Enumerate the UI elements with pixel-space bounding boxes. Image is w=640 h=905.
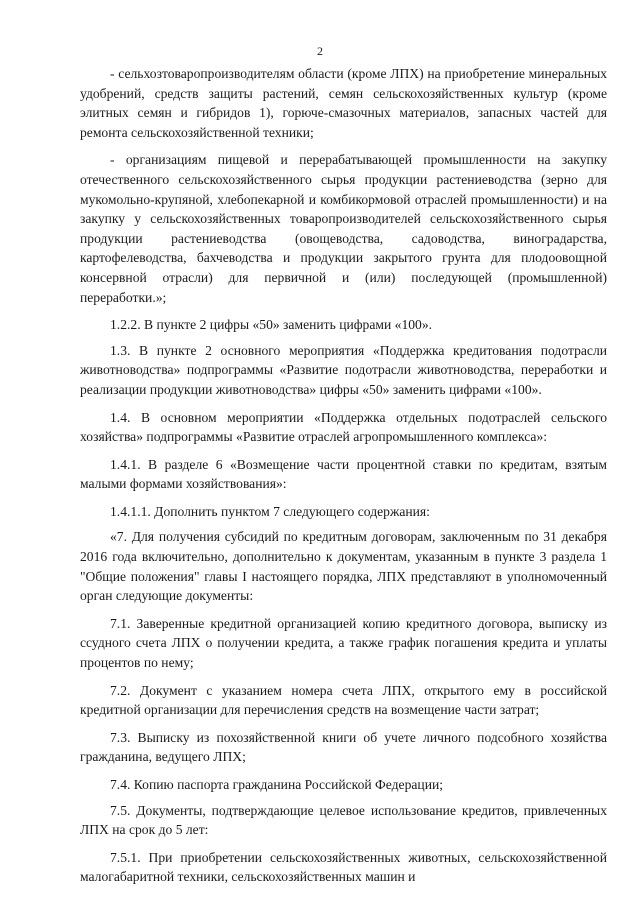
paragraph-item-7-3: 7.3. Выписку из похозяйственной книги об учете личного подсобного хозяйства гражданина, ведущего ЛПХ; <box>80 729 607 765</box>
paragraph-1-4-1-1: 1.4.1.1. Дополнить пунктом 7 следующего содержания: <box>110 503 430 519</box>
paragraph-1-3: 1.3. В пункте 2 основного мероприятия «Поддержка кредитования подотрасли животноводства» подпрограммы «Развитие подотрасли животноводства, переработки и реализации продукции животноводства» цифры «50» заменить цифрами «100». <box>80 342 607 397</box>
page-number: 2 <box>317 44 323 58</box>
paragraph-item-7-2: 7.2. Документ с указанием номера счета ЛПХ, открытого ему в российской кредитной организации для перечисления средств на возмещение части затрат; <box>80 682 607 718</box>
paragraph-item-7-1: 7.1. Заверенные кредитной организацией копию кредитного договора, выписку из ссудного счета ЛПХ о получении кредита, а также график погашения кредита и уплаты процентов по нему; <box>80 615 607 671</box>
paragraph-item-7-4: 7.4. Копию паспорта гражданина Российской Федерации; <box>110 777 444 792</box>
paragraph-1-4-1: 1.4.1. В разделе 6 «Возмещение части процентной ставки по кредитам, взятым малыми формами хозяйствования»: <box>80 456 607 492</box>
document-body <box>80 64 607 895</box>
paragraph-1-2-2: 1.2.2. В пункте 2 цифры «50» заменить цифрами «100». <box>110 317 433 333</box>
paragraph-item-7: «7. Для получения субсидий по кредитным договорам, заключенным по 31 декабря 2016 года включительно, дополнительно к документам, указанным в пункте 3 раздела 1 "Общие положения" главы I настоящего порядка, ЛПХ представляют в уполномоченный орган следующие документы: <box>80 529 607 604</box>
paragraph-item-7-5-1: 7.5.1. При приобретении сельскохозяйственных животных, сельскохозяйственной малогабаритной техники, сельскохозяйственных машин и <box>80 849 607 885</box>
paragraph-1-4: 1.4. В основном мероприятии «Поддержка отдельных подотраслей сельского хозяйства» подпрограммы «Развитие отраслей агропромышленного комплекса»: <box>80 409 607 445</box>
paragraph-farmers-list-item: - сельхозтоваропроизводителям области (кроме ЛПХ) на приобретение минеральных удобрений, средств защиты растений, семян сельскохозяйственных культур (кроме элитных семян и гибридов 1), горюче-смазочных материалов, запасных частей для ремонта сельскохозяйственной техники; <box>80 66 607 140</box>
paragraph-food-industry-list-item: - организациям пищевой и перерабатывающей промышленности на закупку отечественного сельскохозяйственного сырья продукции растениеводства (зерно для мукомольно-крупяной, хлебопекарной и комбикормовой отраслей промышленности) и на закупку у сельскохозяйственных товаропроизводителей сельскохозяйственного сырья продукции растениеводства (овощеводства, садоводства, виноградарства, картофелеводства, бахчеводства и продукции закрытого грунта для плодоовощной консервной отрасли) для первичной и (или) последующей (промышленной) переработки.»; <box>80 152 607 305</box>
paragraph-item-7-5: 7.5. Документы, подтверждающие целевое использование кредитов, привлеченных ЛПХ на срок до 5 лет: <box>80 802 607 838</box>
